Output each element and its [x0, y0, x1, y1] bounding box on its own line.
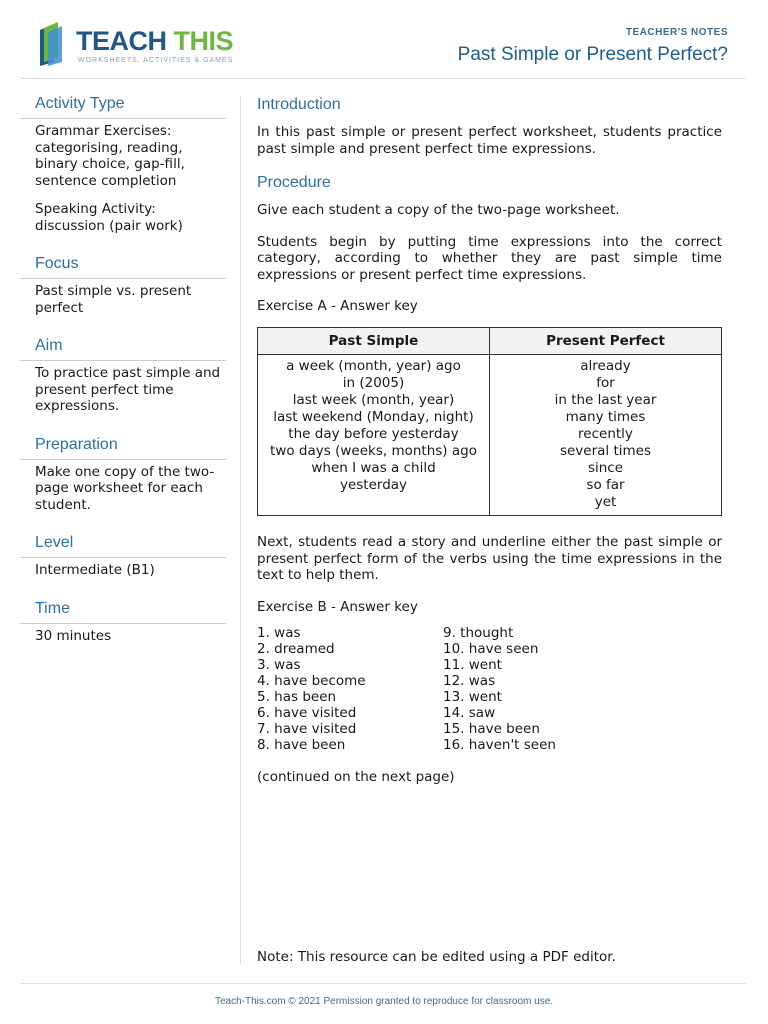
- past-simple-expression: a week (month, year) ago: [286, 358, 461, 374]
- pdf-editor-note: Note: This resource can be edited using a PDF editor.: [257, 949, 616, 965]
- answer-item: 5. has been: [257, 689, 337, 705]
- sidebar-heading: Aim: [20, 336, 226, 361]
- column-divider: [240, 96, 241, 964]
- sidebar-paragraph: Past simple vs. present perfect: [35, 283, 192, 316]
- past-simple-expression: yesterday: [339, 477, 408, 493]
- present-perfect-expression: several times: [559, 443, 652, 459]
- sidebar-heading: Preparation: [20, 435, 226, 460]
- present-perfect-cell: [490, 355, 722, 516]
- sidebar-text: [20, 624, 226, 645]
- exercise-a-label: Exercise A - Answer key: [257, 298, 418, 314]
- past-simple-cell: [258, 355, 490, 516]
- header-divider: [20, 78, 746, 79]
- answer-item: 2. dreamed: [257, 641, 335, 657]
- sidebar-paragraph: Speaking Activity: discussion (pair work): [35, 201, 183, 234]
- answer-item: 11. went: [443, 657, 502, 673]
- answer-item: 10. have seen: [443, 641, 539, 657]
- present-perfect-expression: so far: [586, 477, 625, 493]
- answer-item: 1. was: [257, 625, 301, 641]
- sidebar-paragraph: Make one copy of the two-page worksheet for each student.: [35, 463, 215, 513]
- answer-item: 4. have become: [257, 673, 366, 689]
- sidebar-heading: Time: [20, 599, 226, 624]
- introduction-heading: Introduction: [257, 96, 341, 113]
- past-simple-expression: last week (month, year): [292, 392, 455, 408]
- sidebar-heading: Focus: [20, 254, 226, 279]
- answer-item: 13. went: [443, 689, 502, 705]
- logo-tagline: WORKSHEETS, ACTIVITIES & GAMES: [78, 57, 234, 64]
- present-perfect-expression: in the last year: [554, 392, 657, 408]
- present-perfect-expression: already: [580, 358, 631, 374]
- past-simple-expression: when I was a child: [311, 460, 436, 476]
- sidebar-heading: Level: [20, 533, 226, 558]
- exercise-b-answer-key: [257, 625, 722, 753]
- past-simple-expression: the day before yesterday: [288, 426, 459, 442]
- main-content: [257, 94, 722, 801]
- sidebar-text: [20, 279, 226, 316]
- table-header-past-simple: Past Simple: [258, 327, 490, 355]
- sidebar-section: [20, 435, 226, 514]
- sidebar-heading: Activity Type: [20, 94, 226, 119]
- sidebar-paragraph: Intermediate (B1): [35, 562, 155, 578]
- exercise-b-label: Exercise B - Answer key: [257, 598, 418, 615]
- sidebar-paragraph: To practice past simple and present perfect time expressions.: [35, 365, 221, 414]
- sidebar: [20, 94, 226, 664]
- book-logo-icon: [36, 22, 76, 68]
- sidebar-paragraph: Grammar Exercises: categorising, reading, binary choice, gap-fill, sentence completion: [35, 123, 185, 189]
- continued-note: (continued on the next page): [257, 769, 455, 785]
- answer-item: 3. was: [257, 657, 301, 673]
- sidebar-section: [20, 94, 226, 234]
- table-header-present-perfect: Present Perfect: [490, 327, 722, 355]
- procedure-paragraph-2: Students begin by putting time expressions into the correct category, according to whether they are past simple time expressions or present perfect time expressions.: [257, 233, 722, 283]
- exercise-b-column-1: [257, 625, 443, 753]
- page-header: [0, 0, 768, 80]
- procedure-paragraph-1: Give each student a copy of the two-page worksheet.: [257, 202, 620, 218]
- sidebar-text: [20, 558, 226, 579]
- present-perfect-expression: recently: [578, 426, 633, 442]
- procedure-heading: Procedure: [257, 174, 331, 191]
- answer-item: 8. have been: [257, 737, 346, 753]
- answer-item: 16. haven't seen: [443, 737, 556, 753]
- past-simple-expression: last weekend (Monday, night): [273, 409, 474, 425]
- answer-item: 12. was: [443, 673, 496, 689]
- teach-this-logo: [36, 22, 236, 70]
- page-title: Past Simple or Present Perfect?: [457, 44, 728, 65]
- answer-item: 7. have visited: [257, 721, 357, 737]
- sidebar-paragraph: 30 minutes: [35, 627, 112, 644]
- sidebar-text: [20, 361, 226, 415]
- teachers-notes-label: TEACHER'S NOTES: [625, 27, 728, 38]
- footer-copyright: Teach-This.com © 2021 Permission granted to reproduce for classroom use.: [214, 996, 554, 1007]
- past-simple-expression: in (2005): [342, 375, 405, 391]
- introduction-text: In this past simple or present perfect worksheet, students practice past simple and present perfect time expressions.: [257, 124, 722, 157]
- footer-divider: [20, 983, 746, 984]
- sidebar-section: [20, 254, 226, 316]
- sidebar-text: [20, 460, 226, 514]
- answer-item: 15. have been: [443, 721, 540, 737]
- answer-item: 6. have visited: [257, 705, 357, 721]
- sidebar-section: [20, 533, 226, 579]
- logo-text: TEACH THIS: [76, 26, 234, 56]
- answer-item: 9. thought: [443, 625, 514, 641]
- procedure-paragraph-3: Next, students read a story and underline either the past simple or present perfect form of the verbs using the time expressions in the text to help them.: [257, 534, 722, 583]
- exercise-b-column-2: [443, 625, 629, 753]
- present-perfect-expression: since: [587, 460, 624, 476]
- present-perfect-expression: for: [596, 375, 615, 391]
- sidebar-section: [20, 336, 226, 415]
- present-perfect-expression: many times: [565, 409, 646, 425]
- exercise-a-answer-table: [257, 327, 722, 517]
- present-perfect-expression: yet: [594, 494, 617, 510]
- sidebar-section: [20, 599, 226, 645]
- answer-item: 14. saw: [443, 705, 496, 721]
- sidebar-text: [20, 119, 226, 234]
- past-simple-expression: two days (weeks, months) ago: [270, 443, 477, 459]
